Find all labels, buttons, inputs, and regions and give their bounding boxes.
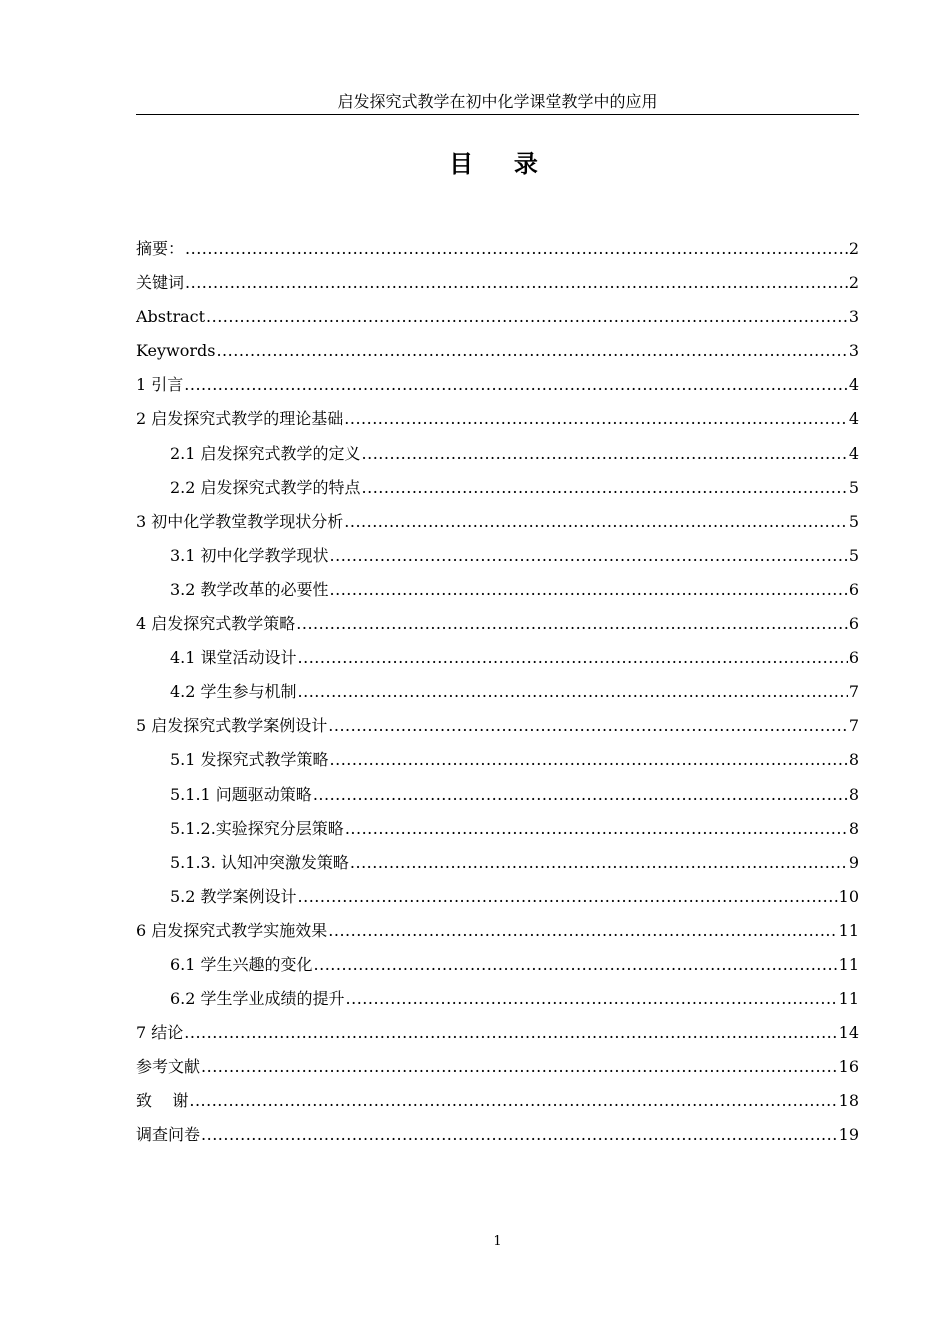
toc-entry-label: 5.1 发探究式教学策略 [170,750,329,770]
toc-leader-dots [330,542,848,570]
running-header: 启发探究式教学在初中化学课堂教学中的应用 [337,92,658,111]
toc-entry-section-3[interactable] [136,508,859,542]
toc-entry-page: 6 [848,579,859,599]
toc-entry-label: 4 启发探究式教学策略 [136,614,296,634]
toc-entry-label: 4.1 课堂活动设计 [170,648,297,668]
toc-entry-label: 3 初中化学教堂教学现状分析 [136,511,344,531]
toc-entry-label: 调查问卷 [136,1125,201,1145]
toc-entry-label: 致 谢 [136,1091,189,1111]
toc-entry-page: 5 [848,511,859,531]
toc-entry-page: 8 [848,818,859,838]
toc-entry-label: Keywords [136,341,216,361]
toc-entry-label: 5.1.2.实验探究分层策略 [170,818,344,838]
toc-entry-keywords-en[interactable] [136,337,859,371]
toc-entry-page: 11 [838,920,859,940]
toc-leader-dots [201,1053,838,1081]
toc-entry-section-3-2[interactable] [136,576,859,610]
toc-entry-page: 16 [838,1057,859,1077]
toc-entry-page: 11 [838,989,859,1009]
toc-entry-page: 14 [838,1023,859,1043]
toc-leader-dots [328,712,848,740]
toc-entry-label: 参考文献 [136,1057,201,1077]
toc-entry-label: 3.1 初中化学教学现状 [170,545,329,565]
toc-entry-label: 6.2 学生学业成绩的提升 [170,989,345,1009]
toc-entry-label: 6 启发探究式教学实施效果 [136,920,328,940]
toc-entry-page: 18 [838,1091,859,1111]
toc-entry-label: 1 引言 [136,375,184,395]
toc-leader-dots [201,1121,838,1149]
toc-entry-page: 7 [848,716,859,736]
toc-entry-page: 8 [848,784,859,804]
toc-entry-section-2-2[interactable] [136,474,859,508]
toc-leader-dots [345,815,848,843]
toc-leader-dots [313,781,848,809]
toc-entry-acknowledgements[interactable] [136,1087,859,1121]
toc-entry-section-5-2[interactable] [136,883,859,917]
toc-entry-section-6-1[interactable] [136,951,859,985]
toc-entry-page: 9 [848,852,859,872]
toc-entry-page: 19 [838,1125,859,1145]
toc-entry-page: 11 [838,954,859,974]
toc-list [136,235,859,1156]
toc-leader-dots [330,576,848,604]
toc-leader-dots [314,951,838,979]
toc-leader-dots [298,644,848,672]
page-number: 1 [493,1234,502,1249]
toc-entry-page: 8 [848,750,859,770]
toc-leader-dots [362,474,848,502]
toc-entry-section-6-2[interactable] [136,985,859,1019]
toc-leader-dots [189,1087,837,1115]
toc-entry-section-4-1[interactable] [136,644,859,678]
toc-entry-label: 2 启发探究式教学的理论基础 [136,409,344,429]
toc-leader-dots [328,917,837,945]
toc-leader-dots [185,269,848,297]
toc-entry-section-5-1-1[interactable] [136,781,859,815]
toc-leader-dots [298,678,848,706]
toc-entry-section-5-1-2[interactable] [136,815,859,849]
toc-entry-page: 5 [848,545,859,565]
toc-entry-label: 5 启发探究式教学案例设计 [136,716,328,736]
toc-entry-section-4[interactable] [136,610,859,644]
toc-title: 目 录 [449,150,546,178]
toc-entry-label: 关键词 [136,273,185,293]
toc-entry-abstract-cn[interactable] [136,235,859,269]
toc-entry-page: 2 [848,239,859,258]
toc-entry-abstract-en[interactable] [136,303,859,337]
toc-entry-section-7[interactable] [136,1019,859,1053]
header-rule [136,114,859,115]
toc-leader-dots [330,746,848,774]
toc-entry-section-5[interactable] [136,712,859,746]
toc-entry-label: 6.1 学生兴趣的变化 [170,954,313,974]
toc-leader-dots [296,610,848,638]
toc-entry-page: 7 [848,682,859,702]
toc-entry-label: 5.2 教学案例设计 [170,886,297,906]
toc-entry-questionnaire[interactable] [136,1121,859,1155]
toc-entry-label: 7 结论 [136,1023,184,1043]
toc-entry-section-2[interactable] [136,405,859,439]
toc-leader-dots [350,849,848,877]
toc-entry-label: Abstract [136,307,206,327]
toc-entry-section-5-1-3[interactable] [136,849,859,883]
toc-leader-dots [362,440,848,468]
toc-entry-section-6[interactable] [136,917,859,951]
toc-leader-dots [344,405,848,433]
toc-entry-page: 4 [848,409,859,429]
toc-entry-page: 6 [848,648,859,668]
toc-entry-references[interactable] [136,1053,859,1087]
toc-entry-page: 4 [848,443,859,463]
toc-entry-section-3-1[interactable] [136,542,859,576]
toc-leader-dots [184,1019,837,1047]
toc-entry-page: 5 [848,477,859,497]
toc-entry-page: 2 [848,273,859,293]
toc-entry-label: 5.1.3. 认知冲突激发策略 [170,852,349,872]
toc-entry-label: 3.2 教学改革的必要性 [170,579,329,599]
toc-entry-label: 2.1 启发探究式教学的定义 [170,443,361,463]
toc-leader-dots [344,508,848,536]
toc-entry-page: 3 [848,341,859,361]
toc-leader-dots [346,985,838,1013]
toc-entry-section-4-2[interactable] [136,678,859,712]
toc-leader-dots [185,235,848,263]
toc-entry-section-1[interactable] [136,371,859,405]
toc-entry-section-2-1[interactable] [136,440,859,474]
toc-entry-page: 10 [838,886,859,906]
toc-leader-dots [206,303,848,331]
toc-entry-label: 摘要： [136,239,185,258]
toc-entry-keywords-cn[interactable] [136,269,859,303]
toc-entry-page: 3 [848,307,859,327]
toc-leader-dots [298,883,838,911]
toc-entry-page: 6 [848,614,859,634]
toc-entry-page: 4 [848,375,859,395]
toc-entry-section-5-1[interactable] [136,746,859,780]
toc-entry-label: 4.2 学生参与机制 [170,682,297,702]
toc-entry-label: 2.2 启发探究式教学的特点 [170,477,361,497]
toc-entry-label: 5.1.1 问题驱动策略 [170,784,312,804]
toc-leader-dots [216,337,847,365]
toc-leader-dots [184,371,848,399]
